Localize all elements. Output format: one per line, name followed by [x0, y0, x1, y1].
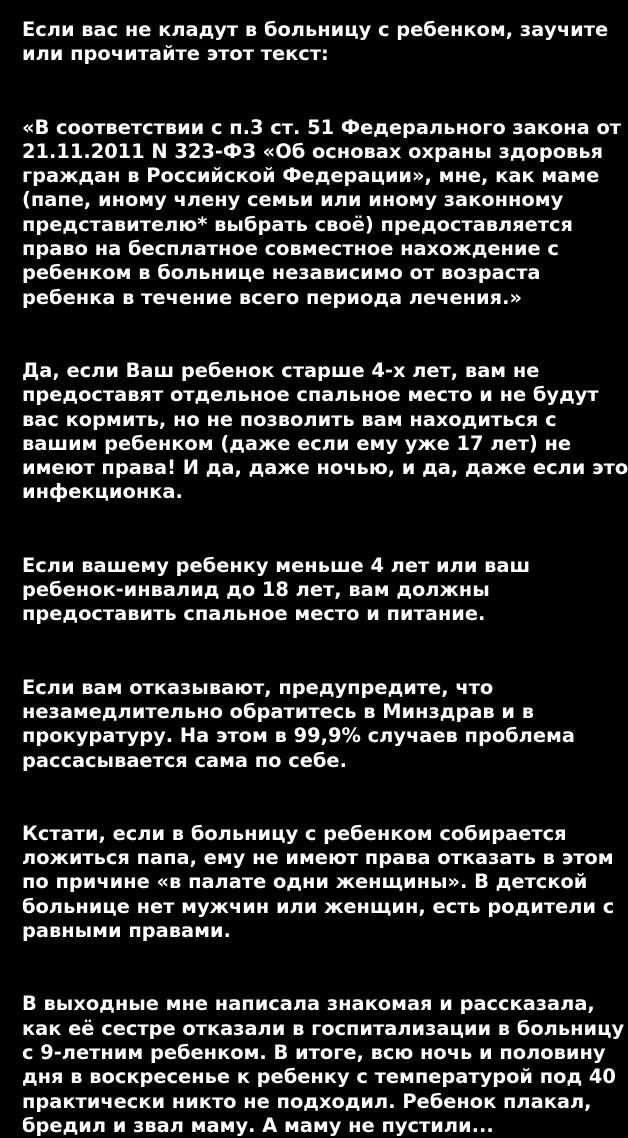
text-line: представителю* выбрать своё) предоставляется [22, 212, 573, 236]
paragraph-father [22, 821, 615, 943]
text-line: предоставить спальное место и питание. [22, 602, 486, 626]
paragraph-refusal [22, 676, 578, 773]
text-line: право на бесплатное совместное нахождение с [22, 237, 559, 261]
paragraph-law-quote [22, 115, 622, 310]
text-line: вашим ребенком (даже если ему уже 17 лет) не [22, 431, 572, 455]
text-line: Если вашему ребенку меньше 4 лет или ваш [22, 553, 531, 577]
paragraph-over-four [22, 358, 628, 505]
text-line: В выходные мне написала знакомая и рассказала, [22, 992, 595, 1016]
text-line: инфекционка. [22, 480, 183, 504]
text-line: ребенок-инвалид до 18 лет, вам должны [22, 578, 490, 602]
text-line: рассасывается сама по себе. [22, 748, 347, 772]
text-line: прокуратуру. На этом в 99,9% случаев проблема [22, 724, 575, 748]
text-line: Да, если Ваш ребенок старше 4-х лет, вам не [22, 358, 540, 382]
text-line: по причине «в палате одни женщины». В детской [22, 870, 588, 894]
paragraph-intro [22, 18, 609, 67]
text-line: Если вас не кладут в больницу с ребенком, заучите [22, 18, 609, 41]
text-line: ребенком в больнице независимо от возраста [22, 261, 541, 285]
text-line: как её сестре отказали в госпитализации в больницу [22, 1016, 625, 1040]
text-line: граждан в Российской Федерации», мне, как маме [22, 164, 600, 188]
text-line: с 9-летним ребенком. В итоге, всю ночь и половину [22, 1040, 606, 1064]
text-line: предоставят отдельное спальное место и не будут [22, 383, 599, 407]
text-line: имеют права! И да, даже ночью, и да, даже если это [22, 456, 628, 480]
text-line: или прочитайте этот текст: [22, 42, 329, 66]
text-line: ложиться папа, ему не имеют права отказать в этом [22, 846, 614, 870]
text-line: ребенка в течение всего периода лечения.» [22, 285, 522, 309]
text-line: вас кормить, но не позволить вам находиться с [22, 407, 557, 431]
paragraph-story [22, 992, 625, 1138]
text-line: бредил и звал маму. А маму не пустили... [22, 1113, 494, 1137]
text-line: «В соответствии с п.3 ст. 51 Федерального закона от [22, 115, 622, 139]
paragraph-under-four [22, 554, 578, 627]
text-line: больнице нет мужчин или женщин, есть родители с [22, 894, 615, 918]
text-line: дня в воскресенье к ребенку с температурой под 40 [22, 1065, 616, 1089]
text-line: 21.11.2011 N 323-ФЗ «Об основах охраны здоровья [22, 139, 604, 163]
text-line: Если вам отказывают, предупредите, что [22, 675, 494, 699]
text-line: Кстати, если в больницу с ребенком собирается [22, 821, 567, 845]
text-line: равными правами. [22, 919, 231, 943]
text-line: практически никто не подходил. Ребенок плакал, [22, 1089, 592, 1113]
text-line: (папе, иному члену семьи или иному законному [22, 188, 564, 212]
text-line: незамедлительно обратитесь в Минздрав и в [22, 699, 535, 723]
